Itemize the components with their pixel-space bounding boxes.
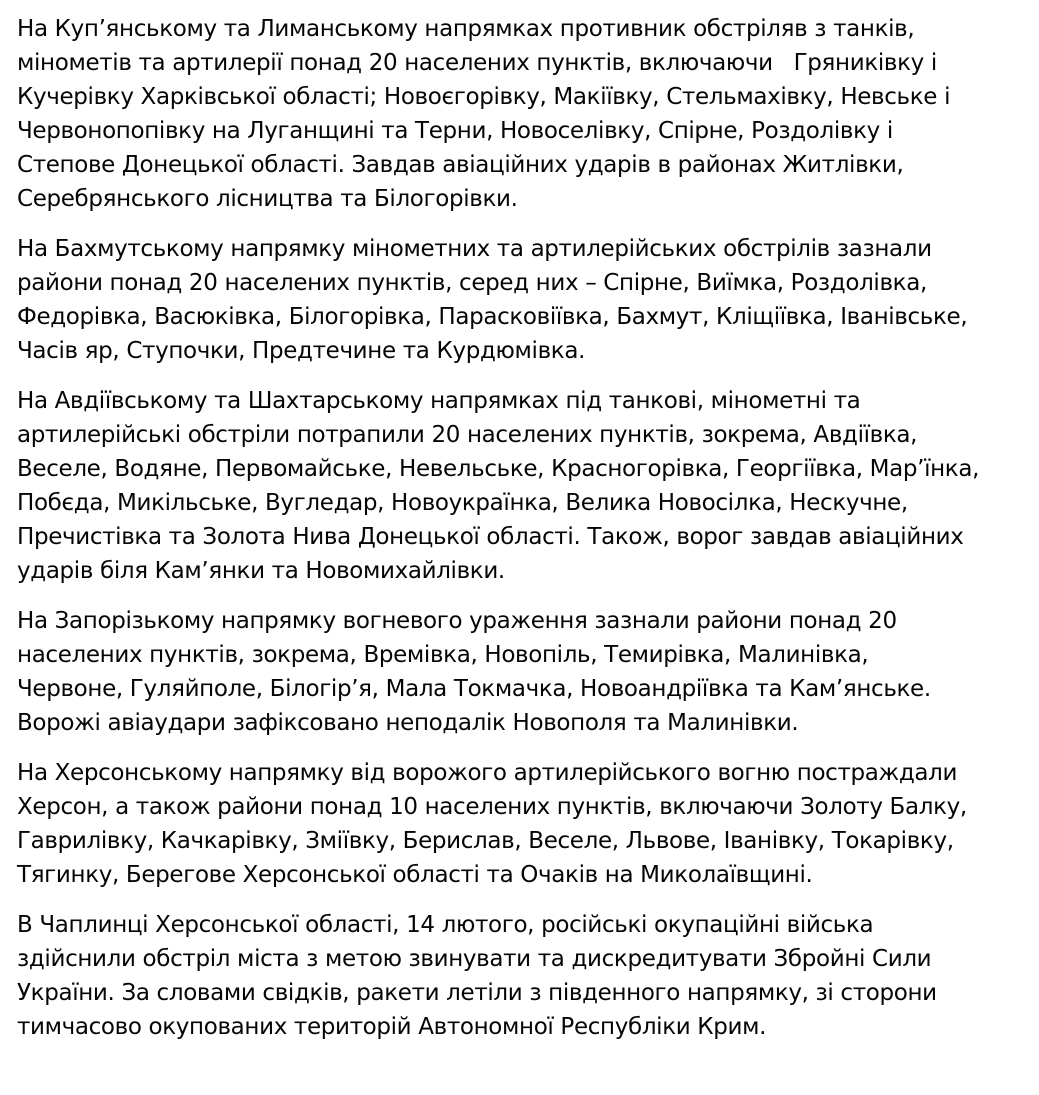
text-line: України. За словами свідків, ракети летіли з південного напрямку, зі сторони (17, 980, 937, 1006)
text-line: Червонопопівку на Луганщині та Терни, Новоселівку, Спірне, Роздолівку і (17, 118, 893, 144)
text-line: Ворожі авіаудари зафіксовано неподалік Новополя та Малинівки. (17, 710, 799, 736)
text-line: Веселе, Водяне, Первомайське, Невельське, Красногорівка, Георгіївка, Мар’їнка, (17, 456, 980, 482)
paragraph-bakhmut (17, 232, 1027, 368)
text-line: населених пунктів, зокрема, Времівка, Новопіль, Темирівка, Малинівка, (17, 642, 869, 668)
text-line: На Бахмутському напрямку мінометних та артилерійських обстрілів зазнали (17, 236, 932, 262)
text-line: Пречистівка та Золота Нива Донецької області. Також, ворог завдав авіаційних (17, 524, 964, 550)
paragraph-zaporizhzhia (17, 604, 1027, 740)
text-line: тимчасово окупованих територій Автономної Республіки Крим. (17, 1014, 767, 1040)
text-line: Степове Донецької області. Завдав авіаційних ударів в районах Житлівки, (17, 152, 904, 178)
text-line: Херсон, а також райони понад 10 населених пунктів, включаючи Золоту Балку, (17, 794, 967, 820)
paragraph-chaplynka (17, 908, 1027, 1044)
text-line: Федорівка, Васюківка, Білогорівка, Парасковіївка, Бахмут, Кліщіївка, Іванівське, (17, 304, 968, 330)
text-line: Кучерівку Харківської області; Новоєгорівку, Макіївку, Стельмахівку, Невське і (17, 84, 951, 110)
paragraph-kupiansk-lyman (17, 12, 1027, 216)
text-line: артилерійські обстріли потрапили 20 населених пунктів, зокрема, Авдіївка, (17, 422, 918, 448)
text-line: здійснили обстріл міста з метою звинувати та дискредитувати Збройні Сили (17, 946, 932, 972)
text-line: На Куп’янському та Лиманському напрямках противник обстріляв з танків, (17, 16, 915, 42)
text-line: мінометів та артилерії понад 20 населених пунктів, включаючи Гряниківку і (17, 50, 937, 76)
text-line: В Чаплинці Херсонської області, 14 лютого, російські окупаційні війська (17, 912, 874, 938)
text-line: На Авдіївському та Шахтарському напрямках під танкові, мінометні та (17, 388, 861, 414)
text-line: На Запорізькому напрямку вогневого ураження зазнали райони понад 20 (17, 608, 897, 634)
paragraph-avdiivka-shakhtarsk (17, 384, 1027, 588)
text-line: райони понад 20 населених пунктів, серед них – Спірне, Виїмка, Роздолівка, (17, 270, 927, 296)
text-line: Червоне, Гуляйполе, Білогір’я, Мала Токмачка, Новоандріївка та Кам’янське. (17, 676, 931, 702)
text-line: Тягинку, Берегове Херсонської області та Очаків на Миколаївщині. (17, 862, 813, 888)
text-line: Часів яр, Ступочки, Предтечине та Курдюмівка. (17, 338, 586, 364)
text-line: ударів біля Кам’янки та Новомихайлівки. (17, 558, 505, 584)
text-line: Побєда, Микільське, Вугледар, Новоукраїнка, Велика Новосілка, Нескучне, (17, 490, 908, 516)
text-line: Серебрянського лісництва та Білогорівки. (17, 186, 518, 212)
text-line: На Херсонському напрямку від ворожого артилерійського вогню постраждали (17, 760, 958, 786)
text-line: Гаврилівку, Качкарівку, Зміївку, Берислав, Веселе, Львове, Іванівку, Токарівку, (17, 828, 954, 854)
paragraph-kherson (17, 756, 1027, 892)
